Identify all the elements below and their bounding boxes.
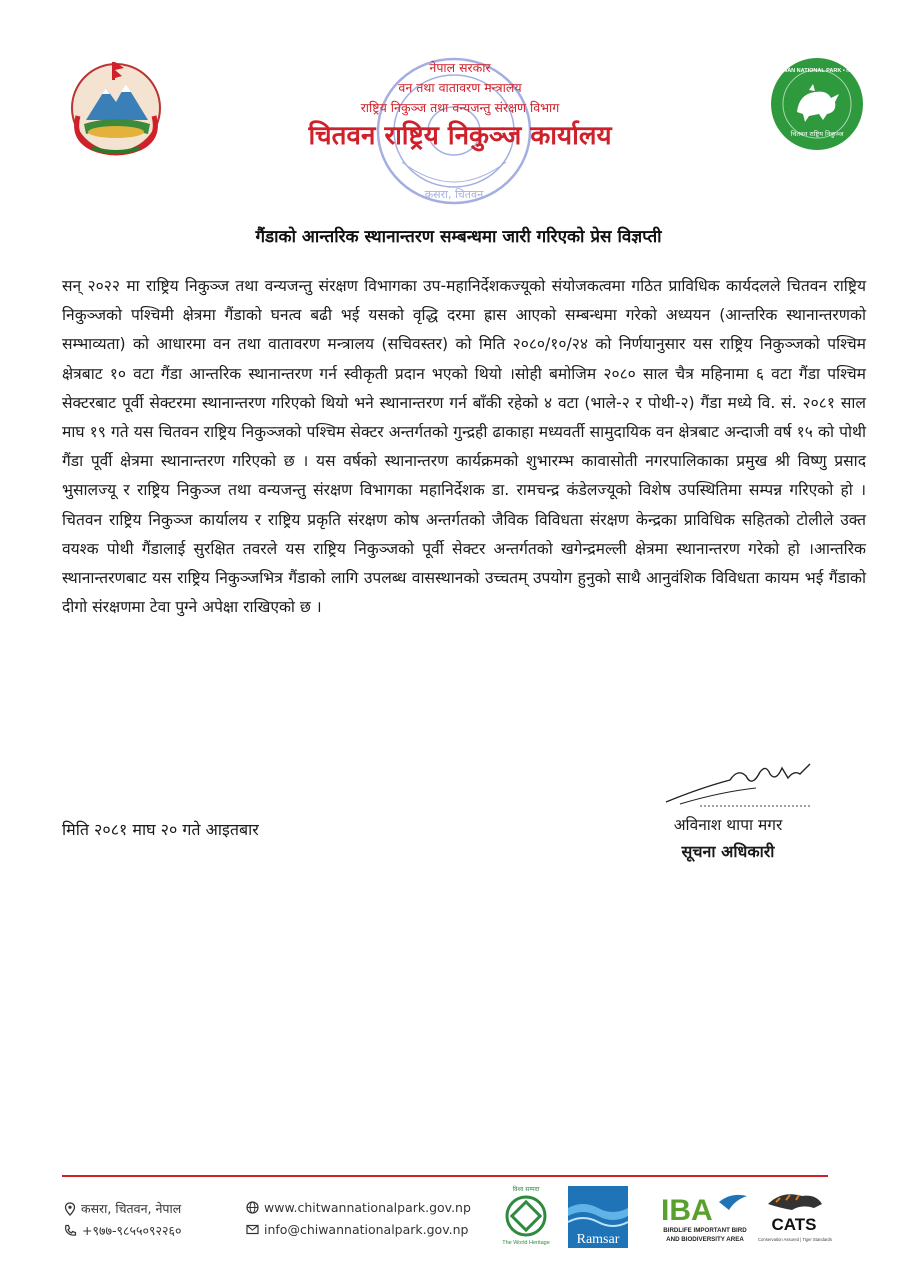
org-line-department: राष्ट्रिय निकुञ्ज तथा वन्यजन्तु संरक्षण विभाग [360,100,560,115]
seal-location-text: कसरा, चितवन [424,188,484,201]
ramsar-logo [568,1186,628,1248]
email-link[interactable]: info@chiwannationalpark.gov.np [264,1222,469,1237]
press-release-body: सन् २०२२ मा राष्ट्रिय निकुञ्ज तथा वन्यजन्तु संरक्षण विभागका उप-महानिर्देशकज्यूको संयोजकत्वमा गठित प्राविधिक कार्यदलले चितवन राष्ट्रिय निकुञ्जको पश्चिमी क्षेत्रमा गैंडाको घनत्व बढी भई यसको वृद्धि दरमा ह्रास आएको सम्बन्धमा गरेको अध्ययन (आन्तरिक स्थानान्तरणको सम्भाव्यता) को आधारमा वन तथा वातावरण मन्त्रालय (सचिवस्तर) को मिति २०८०/१०/२४ को निर्णयानुसार यस राष्ट्रिय निकुञ्जको पश्चिम क्षेत्रबाट १० वटा गैंडा आन्तरिक स्थानान्तरण गर्न स्वीकृती प्रदान भएको थियो ।सोही बमोजिम २०८० साल चैत्र महिनामा ६ वटा गैंडा पश्चिम सेक्टरबाट पूर्वी सेक्टरमा स्थानान्तरण गरिएको थियो भने स्थानान्तरण गर्न बाँकी रहेको ४ वटा (भाले-२ र पोथी-२) गैंडा मध्ये वि. सं. २०८१ साल माघ १९ गते यस चितवन राष्ट्रिय निकुञ्जको पश्चिम सेक्टर अन्तर्गतको गुन्द्रही ढाकाहा मध्यवर्ती सामुदायिक वन क्षेत्रबाट अन्दाजी वर्ष १५ को पोथी गैंडा पूर्वी क्षेत्रमा स्थानान्तरण गरिएको छ । यस वर्षको स्थानान्तरण कार्यक्रमको शुभारम्भ कावासोती नगरपालिकाका प्रमुख श्री विष्णु प्रसाद भुसालज्यू र राष्ट्रिय निकुञ्ज तथा वन्यजन्तु संरक्षण विभागका महानिर्देशक डा. रामचन्द्र कंडेलज्यूको विशेष उपस्थितिमा सम्पन्न गरिएको हो । चितवन राष्ट्रिय निकुञ्ज कार्यालय र राष्ट्रिय प्रकृति संरक्षण कोष अन्तर्गतको जैविक विविधता संरक्षण केन्द्रका प्राविधिक सहितको टोलीले उक्त वयश्क पोथी गैंडालाई सुरक्षित तवरले यस राष्ट्रिय निकुञ्जको पूर्वी सेक्टर अन्तर्गतको खगेन्द्रमल्ली क्षेत्रमा स्थानान्तरण गरेको हो ।आन्तरिक स्थानान्तरणबाट यस राष्ट्रिय निकुञ्जभित्र गैंडाको लागि उपलब्ध वासस्थानको उच्चतम् उपयोग हुनुको साथै आनुवंशिक विविधता कायम भई गैंडाको दीगो संरक्षणमा टेवा पुग्ने अपेक्षा राखिएको छ । [62,277,867,617]
address-text: कसरा, चितवन, नेपाल [81,1201,182,1216]
cats-sub-text: Conservation Assured | Tiger Standards [758,1237,832,1242]
whc-bottom-text: The World Heritage [502,1240,550,1246]
iba-logo [657,1188,753,1246]
footer-website[interactable] [246,1200,471,1215]
world-heritage-logo [498,1184,554,1246]
footer-address [64,1200,181,1217]
footer-rule [62,1175,828,1177]
org-line-government: नेपाल सरकार [429,60,491,75]
org-line-ministry: वन तथा वातावरण मन्त्रालय [398,80,522,95]
iba-sub-1: BIRDLIFE IMPORTANT BIRD [663,1227,747,1234]
phone-icon [64,1224,77,1237]
office-name: चितवन राष्ट्रिय निकुञ्ज कार्यालय [308,121,612,151]
email-icon [246,1223,259,1236]
release-date: मिति २०८१ माघ २० गते आइतबार [62,820,259,839]
signer-name: अविनाश थापा मगर [673,816,783,834]
website-link[interactable]: www.chitwannationalpark.gov.np [264,1200,471,1215]
whc-top-text: विश्व सम्पदा [512,1186,540,1193]
iba-text: IBA [661,1194,713,1227]
globe-icon [246,1201,259,1214]
signer-block [643,812,813,866]
phone-text: +९७७-९८५५०९२२६० [82,1223,182,1238]
signer-title: सूचना अधिकारी [681,842,775,861]
footer-email[interactable] [246,1222,468,1237]
letterhead [200,58,720,156]
nepal-emblem-icon [62,58,170,160]
location-pin-icon [64,1202,76,1216]
ramsar-text: Ramsar [576,1232,620,1247]
cnp-logo-caption: चितवन राष्ट्रिय निकुञ्ज [790,130,844,138]
cnp-logo-rim-text: CHITWAN NATIONAL PARK • NEPAL [769,68,865,74]
cats-text: CATS [771,1215,817,1234]
handwritten-signature [660,758,820,810]
press-release-title: गैंडाको आन्तरिक स्थानान्तरण सम्बन्धमा जारी गरिएको प्रेस विज्ञप्ती [255,227,662,247]
iba-sub-2: AND BIODIVERSITY AREA [666,1236,744,1243]
footer-phone [64,1222,182,1239]
chitwan-national-park-logo [769,56,865,152]
cats-logo [758,1186,832,1248]
